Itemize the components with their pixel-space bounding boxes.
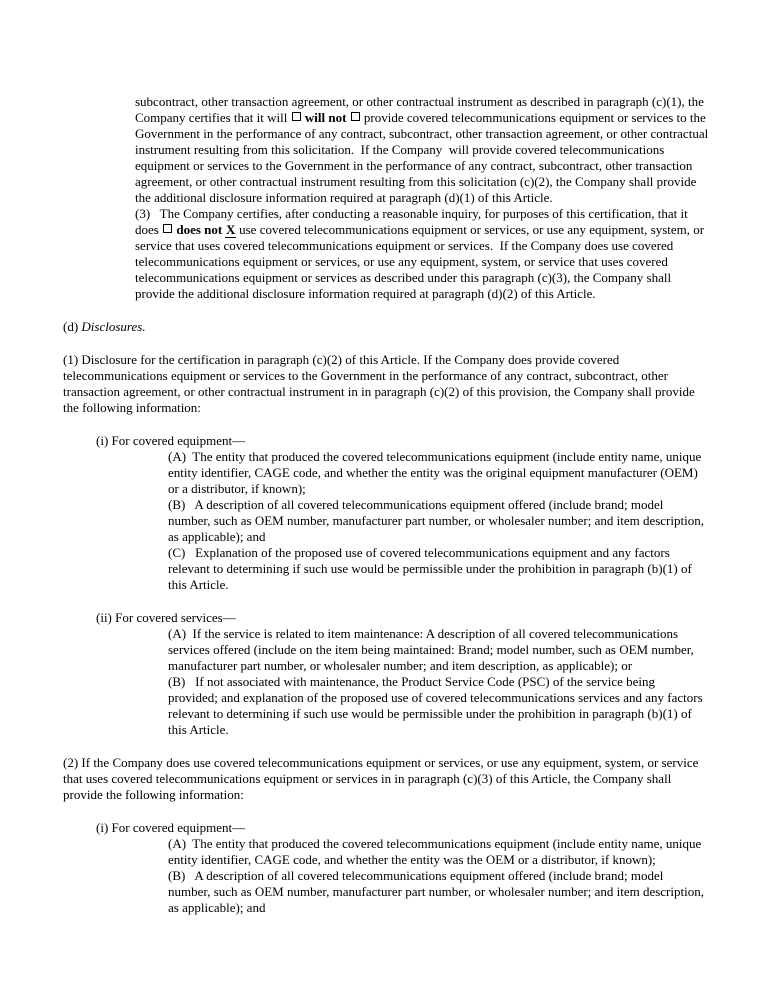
text-run: (B) A description of all covered telecommunications equipment offered (include brand; model number, such as OEM number, manufacturer part number, or wholesaler number; and item description, as applicable); and <box>168 497 708 544</box>
checkbox-marked-icon: X <box>225 222 236 237</box>
text-run: Disclosures. <box>81 319 146 334</box>
text-run: does not <box>176 222 223 237</box>
checkbox-empty-icon <box>163 224 172 233</box>
paragraph <box>63 319 708 335</box>
text-run: will not <box>304 110 347 125</box>
text-run: (i) For covered equipment— <box>96 433 246 448</box>
text-run: (B) If not associated with maintenance, the Product Service Code (PSC) of the service being provided; and explanation of the proposed use of covered telecommunications services and any factors relevant to determining if such use would be permissible under the prohibition in paragraph (b)(1) of this Article. <box>168 674 706 737</box>
text-run: (A) The entity that produced the covered telecommunications equipment (include entity name, unique entity identifier, CAGE code, and whether the entity was the OEM or a distributor, if known); <box>168 836 705 867</box>
paragraph <box>96 610 708 626</box>
text-run: (C) Explanation of the proposed use of covered telecommunications equipment and any factors relevant to determining if such use would be permissible under the prohibition in paragraph (b)(1) of this Article. <box>168 545 696 592</box>
paragraph <box>168 545 705 593</box>
text-run: (2) If the Company does use covered telecommunications equipment or services, or use any equipment, system, or service that uses covered telecommunications equipment or services in in paragraph (c)(3) of this Article, the Company shall provide the following information: <box>63 755 702 802</box>
text-run: (3) The Company certifies, after conducting a reasonable inquiry, for purposes of this certification, that it does <box>135 206 691 237</box>
paragraph <box>168 674 705 738</box>
paragraph <box>168 449 705 497</box>
paragraph <box>168 626 705 674</box>
text-run: (B) A description of all covered telecommunications equipment offered (include brand; model number, such as OEM number, manufacturer part number, or wholesaler number; and item description, as applicable); and <box>168 868 708 915</box>
text-run <box>346 110 349 125</box>
checkbox-empty-icon <box>292 112 301 121</box>
paragraph <box>168 497 708 545</box>
paragraph <box>63 755 708 803</box>
text-run: (d) <box>63 319 82 334</box>
text-run: (i) For covered equipment— <box>96 820 246 835</box>
paragraph <box>168 868 708 916</box>
text-run: (ii) For covered services— <box>96 610 236 625</box>
paragraph <box>168 836 705 868</box>
text-run: subcontract, other transaction agreement, or other contractual instrument as described in paragraph (c)(1), the Company certifies that it will <box>135 94 708 125</box>
text-run: (A) The entity that produced the covered telecommunications equipment (include entity name, unique entity identifier, CAGE code, and whether the entity was the original equipment manufacturer (OEM) or a distributor, if known); <box>168 449 705 496</box>
paragraph <box>135 94 712 206</box>
paragraph <box>63 352 708 416</box>
paragraph <box>96 433 708 449</box>
checkbox-empty-icon <box>351 112 360 121</box>
text-run: (1) Disclosure for the certification in paragraph (c)(2) of this Article. If the Company does provide covered telecommunications equipment or services to the Government in the performance of any contract, subcontract, other transaction agreement, or other contractual instrument in in paragraph (c)(2) of this provision, the Company shall provide the following information: <box>63 352 699 415</box>
text-run: (A) If the service is related to item maintenance: A description of all covered telecommunications services offered (include on the item being maintained: Brand; model number, such as OEM number, manufacturer part number, or wholesaler number; and item description, as applicable); or <box>168 626 698 673</box>
paragraph <box>135 206 712 302</box>
text-run: provide covered telecommunications equipment or services to the Government in the performance of any contract, subcontract, other transaction agreement, or other contractual instrument resulting from this solicitation. If the Company will provide covered telecommunications equipment or services to the Government in the performance of any contract, subcontract, other transaction agreement, or other contractual instrument resulting from this solicitation (c)(2), the Company shall provide the additional disclosure information required at paragraph (d)(1) of this Article. <box>135 110 712 205</box>
paragraph <box>96 820 708 836</box>
text-run: use covered telecommunications equipment or services, or use any equipment, system, or service that uses covered telecommunications equipment or services. If the Company does use covered telecommunications equipment or services, or use any equipment, system, or service that uses covered telecommunications equipment or services as described under this paragraph (c)(3), the Company shall provide the additional disclosure information required at paragraph (d)(2) of this Article. <box>135 222 708 301</box>
